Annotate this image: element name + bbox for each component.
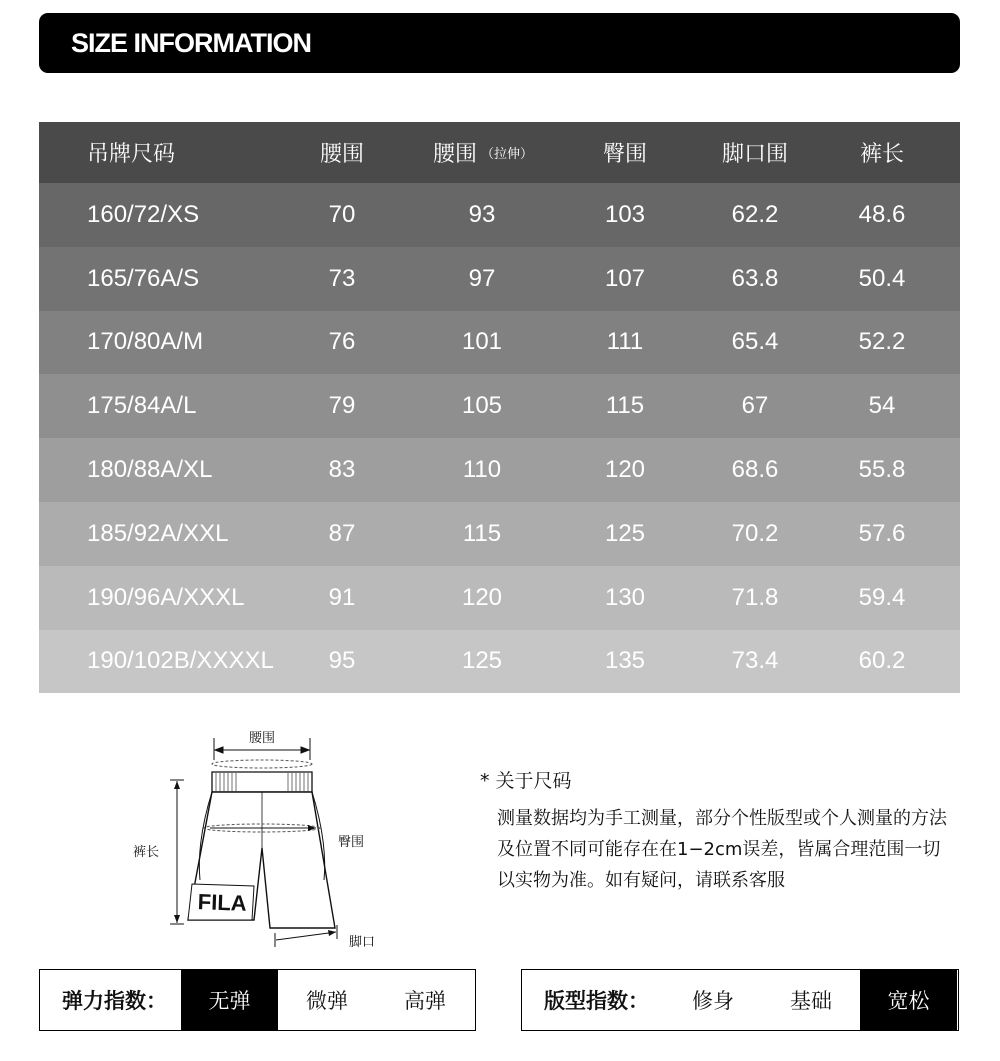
fit-index bbox=[521, 969, 959, 1031]
table-cell: 120 bbox=[461, 583, 503, 611]
table-cell: 135 bbox=[604, 647, 646, 675]
table-row bbox=[39, 502, 960, 566]
fit-label: 版型指数： bbox=[544, 989, 649, 1013]
table-cell: 59.4 bbox=[858, 583, 906, 611]
col-header-hip: 臀围 bbox=[602, 142, 647, 167]
table-cell: 170/80A/M bbox=[87, 328, 204, 356]
length-arrow-bottom bbox=[174, 915, 180, 923]
col-header-hem: 脚口围 bbox=[721, 142, 788, 167]
table-row bbox=[39, 374, 960, 438]
table-cell: 130 bbox=[604, 583, 646, 611]
fit-option-loose: 宽松 bbox=[860, 970, 957, 1030]
table-cell: 70 bbox=[328, 200, 356, 228]
size-note bbox=[480, 766, 960, 896]
header-title: SIZE INFORMATION bbox=[71, 28, 311, 58]
table-row bbox=[39, 247, 960, 311]
table-cell: 190/96A/XXXL bbox=[87, 583, 245, 611]
table-cell: 110 bbox=[462, 456, 502, 484]
elasticity-label: 弹力指数： bbox=[62, 989, 167, 1013]
table-row bbox=[39, 630, 960, 694]
table-cell: 103 bbox=[604, 200, 646, 228]
hem-arrow bbox=[328, 930, 336, 936]
size-table bbox=[39, 122, 960, 693]
size-note-title: * 关于尺码 bbox=[480, 770, 572, 792]
table-row bbox=[39, 183, 960, 247]
table-cell: 54 bbox=[868, 392, 896, 420]
table-cell: 175/84A/L bbox=[87, 392, 197, 420]
table-cell: 101 bbox=[461, 328, 503, 356]
hip-label: 臀围 bbox=[338, 835, 365, 850]
col-header-waist: 腰围 bbox=[319, 142, 364, 167]
table-cell: 65.4 bbox=[731, 328, 779, 356]
table-row bbox=[39, 438, 960, 502]
table-cell: 93 bbox=[468, 200, 496, 228]
elasticity-index bbox=[39, 969, 476, 1031]
length-measure bbox=[170, 780, 184, 924]
waistband bbox=[212, 772, 312, 792]
table-cell: 71.8 bbox=[731, 583, 779, 611]
table-cell: 73.4 bbox=[731, 647, 779, 675]
elasticity-option-slight: 微弹 bbox=[306, 989, 348, 1013]
table-cell: 63.8 bbox=[731, 264, 779, 292]
table-header-row bbox=[39, 122, 960, 183]
table-cell: 165/76A/S bbox=[87, 264, 200, 292]
table-cell: 55.8 bbox=[858, 456, 906, 484]
table-cell: 125 bbox=[461, 647, 503, 675]
table-cell: 87 bbox=[328, 519, 356, 547]
col-header-waist-stretch-note: （拉伸） bbox=[481, 147, 534, 162]
table-cell: 91 bbox=[328, 583, 356, 611]
table-cell: 125 bbox=[604, 519, 646, 547]
table-cell: 83 bbox=[328, 456, 356, 484]
table-cell: 97 bbox=[468, 264, 496, 292]
table-cell: 105 bbox=[461, 392, 503, 420]
table-body bbox=[39, 183, 960, 693]
elasticity-option-none: 无弹 bbox=[181, 970, 278, 1030]
header-bar bbox=[39, 13, 960, 73]
hem-label: 脚口 bbox=[349, 935, 376, 950]
table-cell: 115 bbox=[462, 519, 502, 547]
table-cell: 190/102B/XXXXL bbox=[87, 647, 274, 675]
table-cell: 180/88A/XL bbox=[87, 456, 213, 484]
table-cell: 62.2 bbox=[731, 200, 779, 228]
table-cell: 107 bbox=[604, 264, 646, 292]
table-cell: 111 bbox=[606, 328, 644, 356]
table-cell: 160/72/XS bbox=[87, 200, 200, 228]
table-cell: 50.4 bbox=[858, 264, 906, 292]
elasticity-option-high: 高弹 bbox=[404, 989, 446, 1013]
fit-option-slim: 修身 bbox=[692, 989, 734, 1013]
waist-label: 腰围 bbox=[248, 731, 276, 746]
shorts-diagram bbox=[120, 720, 400, 960]
table-cell: 60.2 bbox=[858, 647, 906, 675]
table-cell: 73 bbox=[328, 264, 356, 292]
table-cell: 68.6 bbox=[731, 456, 779, 484]
col-header-length: 裤长 bbox=[859, 142, 904, 167]
table-cell: 120 bbox=[604, 456, 646, 484]
table-row bbox=[39, 311, 960, 375]
length-label: 裤长 bbox=[132, 845, 160, 860]
table-cell: 70.2 bbox=[731, 519, 779, 547]
table-cell: 52.2 bbox=[858, 328, 906, 356]
fila-logo: FILA bbox=[197, 889, 248, 916]
table-cell: 48.6 bbox=[858, 200, 906, 228]
size-note-body: 测量数据均为手工测量，部分个性版型或个人测量的方法及位置不同可能存在在1−2cm误差，皆属合理范围一切以实物为准。如有疑问，请联系客服 bbox=[497, 808, 947, 891]
col-header-tag-size: 吊牌尺码 bbox=[87, 142, 176, 167]
col-header-waist-stretch-main: 腰围 bbox=[433, 142, 478, 167]
table-cell: 57.6 bbox=[858, 519, 906, 547]
table-cell: 76 bbox=[328, 328, 356, 356]
table-row bbox=[39, 566, 960, 630]
col-header-waist-stretch bbox=[433, 122, 533, 183]
table-cell: 115 bbox=[605, 392, 645, 420]
waist-dash bbox=[212, 760, 312, 768]
table-cell: 67 bbox=[741, 392, 769, 420]
table-cell: 79 bbox=[328, 392, 356, 420]
length-arrow-top bbox=[174, 781, 180, 789]
table-cell: 185/92A/XXL bbox=[87, 519, 229, 547]
table-cell: 95 bbox=[328, 647, 356, 675]
fit-option-regular: 基础 bbox=[790, 989, 832, 1013]
